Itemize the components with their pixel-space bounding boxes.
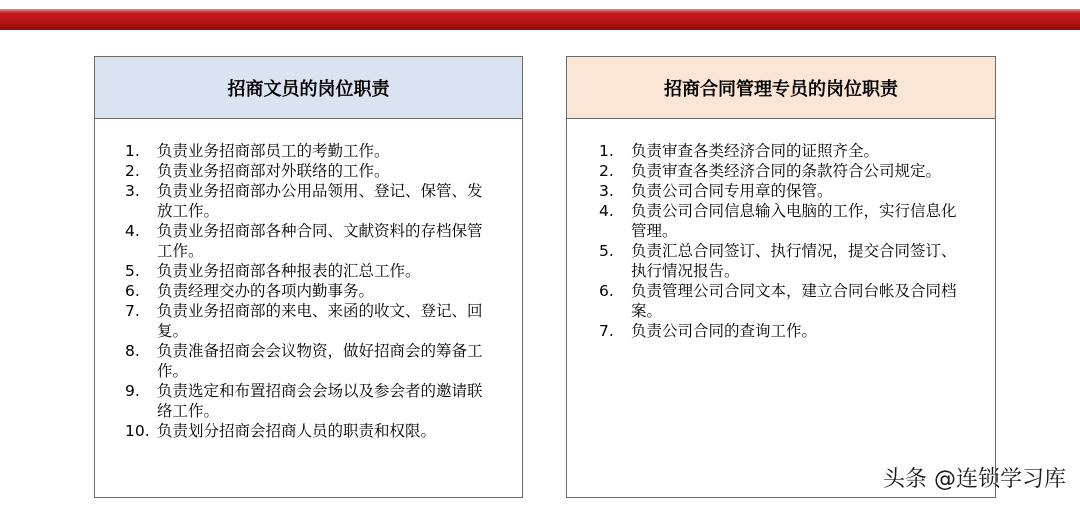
duty-list-item [125, 161, 496, 181]
duty-item-text: 负责准备招商会会议物资，做好招商会的筹备工作。 [157, 342, 483, 380]
duty-item-number: 7. [599, 322, 614, 340]
duty-list-item [599, 241, 971, 281]
duty-item-text: 负责审查各类经济合同的条款符合公司规定。 [631, 162, 942, 180]
duty-list-item [125, 381, 496, 421]
duty-list-item [125, 141, 496, 161]
duty-list-item [125, 341, 496, 381]
duty-item-text: 负责汇总合同签订、执行情况，提交合同签订、执行情况报告。 [631, 242, 957, 280]
contract-specialist-duties-list [599, 141, 971, 341]
duty-list-item [599, 321, 971, 341]
duty-item-text: 负责经理交办的各项内勤事务。 [157, 282, 375, 300]
duty-list-item [125, 181, 496, 221]
duty-item-number: 6. [125, 282, 140, 300]
duty-item-number: 3. [125, 182, 140, 200]
duty-item-number: 7. [125, 302, 140, 320]
duty-item-text: 负责业务招商部各种合同、文献资料的存档保管工作。 [157, 222, 483, 260]
duty-item-number: 5. [125, 262, 140, 280]
duty-item-text: 负责业务招商部的来电、来函的收文、登记、回复。 [157, 302, 483, 340]
clerk-duties-card [94, 56, 523, 498]
duty-list-item [125, 421, 496, 441]
duty-item-number: 4. [599, 202, 614, 220]
duty-item-text: 负责管理公司合同文本，建立合同台帐及合同档案。 [631, 282, 957, 320]
duty-item-text: 负责公司合同信息输入电脑的工作，实行信息化管理。 [631, 202, 957, 240]
duty-list-item [599, 141, 971, 161]
contract-specialist-duties-card [566, 56, 996, 498]
duty-item-number: 6. [599, 282, 614, 300]
duty-item-number: 4. [125, 222, 140, 240]
duty-item-text: 负责业务招商部各种报表的汇总工作。 [157, 262, 421, 280]
duty-item-text: 负责公司合同专用章的保管。 [631, 182, 833, 200]
duty-item-number: 9. [125, 382, 140, 400]
duty-list-item [599, 181, 971, 201]
duty-item-number: 8. [125, 342, 140, 360]
duty-item-text: 负责业务招商部办公用品领用、登记、保管、发放工作。 [157, 182, 483, 220]
duty-list-item [125, 261, 496, 281]
clerk-duties-title: 招商文员的岗位职责 [95, 57, 522, 119]
duty-item-text: 负责公司合同的查询工作。 [631, 322, 818, 340]
clerk-duties-list [125, 141, 496, 441]
duty-item-number: 1. [125, 142, 140, 160]
duty-item-number: 10. [125, 422, 150, 440]
duty-list-item [125, 281, 496, 301]
duty-item-number: 5. [599, 242, 614, 260]
duty-item-text: 负责业务招商部员工的考勤工作。 [157, 142, 390, 160]
duty-item-text: 负责审查各类经济合同的证照齐全。 [631, 142, 880, 160]
duty-item-text: 负责选定和布置招商会会场以及参会者的邀请联络工作。 [157, 382, 483, 420]
duty-list-item [125, 301, 496, 341]
duty-item-text: 负责划分招商会招商人员的职责和权限。 [157, 422, 437, 440]
top-banner-bar [0, 9, 1080, 30]
duty-list-item [125, 221, 496, 261]
contract-specialist-duties-title: 招商合同管理专员的岗位职责 [567, 57, 995, 119]
duty-item-number: 1. [599, 142, 614, 160]
duty-item-number: 3. [599, 182, 614, 200]
duty-item-text: 负责业务招商部对外联络的工作。 [157, 162, 390, 180]
duty-item-number: 2. [599, 162, 614, 180]
duty-list-item [599, 281, 971, 321]
duty-list-item [599, 201, 971, 241]
duty-item-number: 2. [125, 162, 140, 180]
watermark-text: 头条 @连锁学习库 [883, 467, 1066, 492]
duty-list-item [599, 161, 971, 181]
